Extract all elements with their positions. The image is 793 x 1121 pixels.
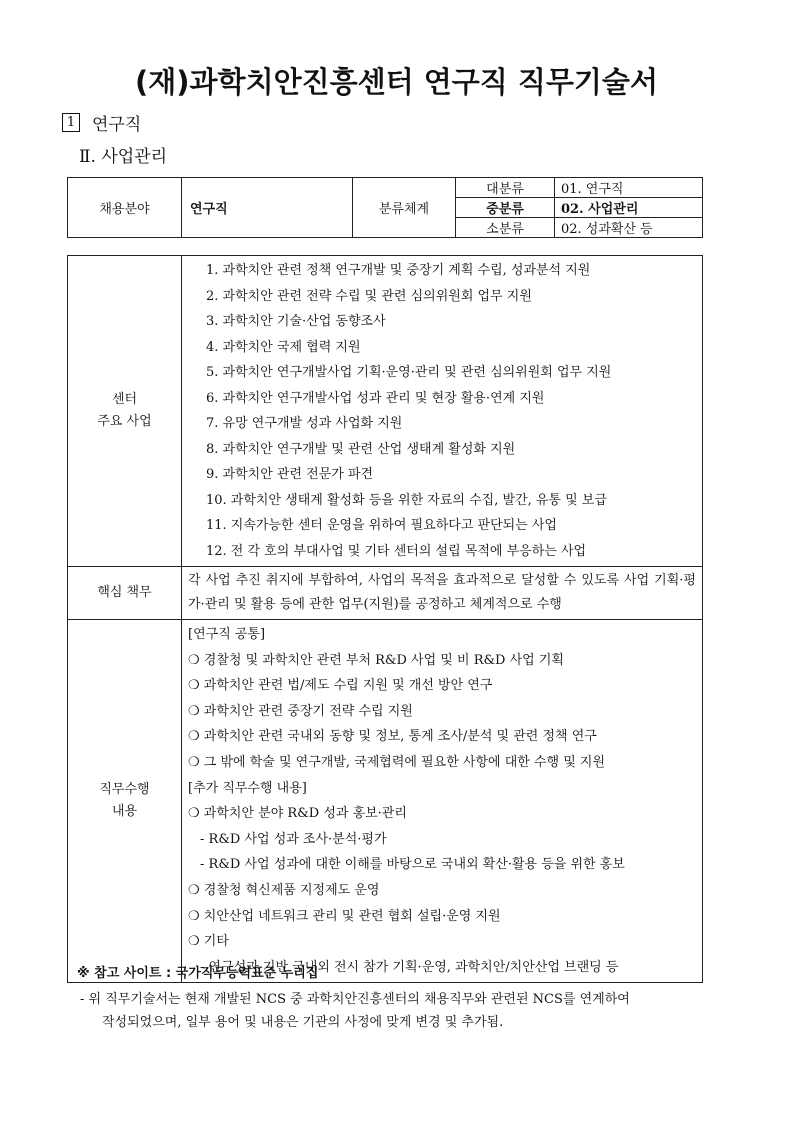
minor-class-value: 02. 성과확산 등 [555, 218, 703, 238]
core-duty-text: 각 사업 추진 취지에 부합하여, 사업의 목적을 효과적으로 달성할 수 있도록 사업 기획·평가·관리 및 활용 등에 관한 업무(지원)를 공정하고 체계적으로 수행 [182, 567, 703, 620]
system-label: 분류체계 [353, 178, 456, 238]
list-item: 6. 과학치안 연구개발사업 성과 관리 및 현장 활용·연계 지원 [206, 390, 545, 406]
reference-note: ※ 참고 사이트 : 국가직무능력표준 누리집 [77, 966, 319, 981]
field-label: 채용분야 [68, 178, 182, 238]
middle-class-label: 중분류 [456, 198, 555, 218]
field-value: 연구직 [182, 178, 353, 238]
list-item: 9. 과학치안 관련 전문가 파견 [206, 467, 374, 482]
list-item: 12. 전 각 호의 부대사업 및 기타 센터의 설립 목적에 부응하는 사업 [206, 543, 587, 559]
document-title: (재)과학치안진흥센터 연구직 직무기술서 [135, 65, 658, 99]
list-item: - R&D 사업 성과에 대한 이해를 바탕으로 국내외 확산·활용 등을 위한 홍보 [200, 857, 625, 873]
list-item: ❍ 과학치안 분야 R&D 성과 홍보·관리 [188, 806, 407, 822]
middle-class-value: 02. 사업관리 [555, 198, 703, 218]
list-item: ❍ 경찰청 및 과학치안 관련 부처 R&D 사업 및 비 R&D 사업 기획 [188, 652, 564, 668]
major-class-value: 01. 연구직 [555, 178, 703, 198]
section-label: 연구직 [92, 115, 142, 135]
list-item: - R&D 사업 성과 조사·분석·평가 [200, 831, 387, 847]
major-class-label: 대분류 [456, 178, 555, 198]
list-item: ❍ 경찰청 혁신제품 지정제도 운영 [188, 882, 380, 898]
center-business-list [182, 256, 703, 567]
list-item: ❍ 과학치안 관련 법/제도 수립 지원 및 개선 방안 연구 [188, 678, 493, 694]
list-item: [연구직 공통] [188, 627, 266, 642]
core-duty-label: 핵심 책무 [68, 567, 182, 620]
section-number-box: 1 [62, 113, 80, 132]
list-item: ❍ 기타 [188, 934, 229, 950]
list-item: [추가 직무수행 내용] [188, 780, 307, 796]
list-item: ❍ 치안산업 네트워크 관리 및 관련 협회 설립·운영 지원 [188, 908, 501, 924]
list-item: 5. 과학치안 연구개발사업 기획·운영·관리 및 관련 심의위원회 업무 지원 [206, 365, 612, 380]
list-item: ❍ 그 밖에 학술 및 연구개발, 국제협력에 필요한 사항에 대한 수행 및 지원 [188, 754, 605, 770]
section-heading-2: Ⅱ. 사업관리 [79, 147, 168, 167]
list-item: 10. 과학치안 생태계 활성화 등을 위한 자료의 수집, 발간, 유통 및 보급 [206, 492, 607, 508]
list-item: 3. 과학치안 기술·산업 동향조사 [206, 314, 386, 329]
list-item: ❍ 과학치안 관련 국내외 동향 및 정보, 통계 조사/분석 및 관련 정책 연구 [188, 729, 597, 745]
center-business-label: 센터 주요 사업 [68, 256, 182, 567]
job-tasks-list [182, 620, 703, 983]
list-item: 1. 과학치안 관련 정책 연구개발 및 중장기 계획 수립, 성과분석 지원 [206, 263, 591, 278]
list-item: ❍ 과학치안 관련 중장기 전략 수립 지원 [188, 703, 413, 719]
job-tasks-label: 직무수행 내용 [68, 620, 182, 983]
list-item: 7. 유망 연구개발 성과 사업화 지원 [206, 416, 403, 431]
list-item: 2. 과학치안 관련 전략 수립 및 관련 심의위원회 업무 지원 [206, 288, 532, 304]
section-heading-1 [62, 110, 141, 135]
footnote: - 위 직무기술서는 현재 개발된 NCS 중 과학치안진흥센터의 채용직무와 관련된 NCS를 연계하여 작성되었으며, 일부 용어 및 내용은 기관의 사정에 맞게 변경 및 추가됨. [80, 992, 630, 1030]
list-item: 4. 과학치안 국제 협력 지원 [206, 339, 361, 355]
list-item: - 연구성과 기반 국내외 전시 참가 기획·운영, 과학치안/치안산업 브랜딩 등 [200, 959, 619, 975]
minor-class-label: 소분류 [456, 218, 555, 238]
classification-table [67, 177, 703, 238]
job-description-table [67, 255, 703, 983]
list-item: 11. 지속가능한 센터 운영을 위하여 필요하다고 판단되는 사업 [206, 518, 557, 533]
list-item: 8. 과학치안 연구개발 및 관련 산업 생태계 활성화 지원 [206, 441, 516, 457]
